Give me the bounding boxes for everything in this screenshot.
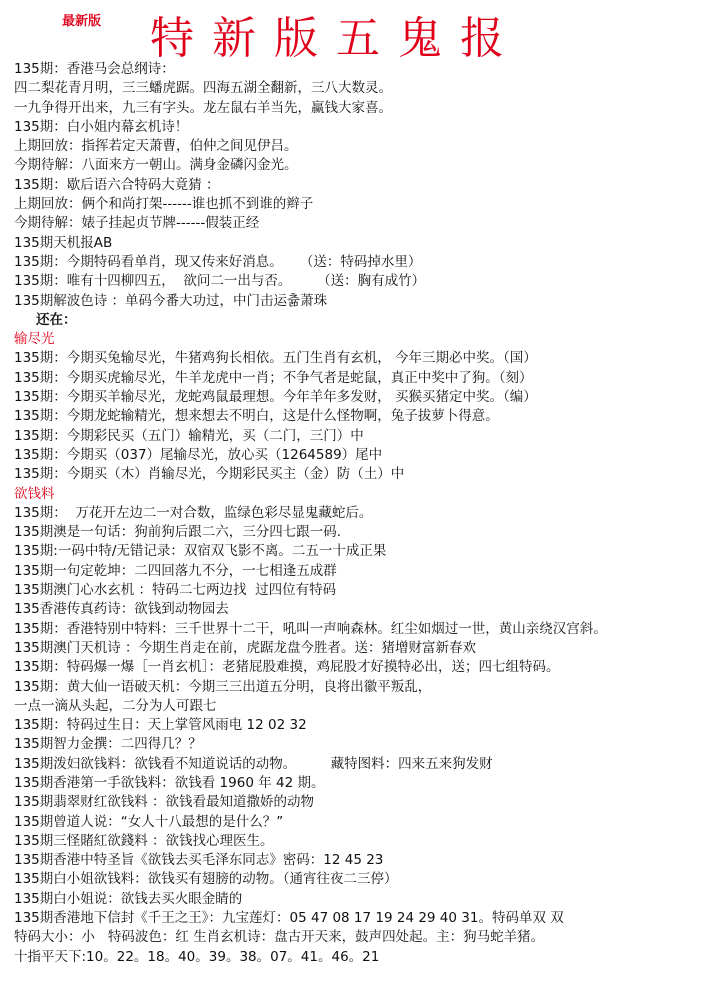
- text-line: 135期：香港特别中特料：三千世界十二干，吼叫一声响森林。红尘如烟过一世，黄山亲绕汉宫斜。: [14, 620, 607, 637]
- text-line: 135期：歇后语六合特码大竟猜 ：: [14, 176, 220, 193]
- text-line: 四二梨花青月明，三三蟠虎踞。四海五湖全翻新，三八大数灵。: [14, 80, 392, 97]
- text-line: 135期曾道人说：“女人十八最想的是什么？”: [14, 813, 284, 830]
- text-line: 135期白小姐欲钱料：欲钱买有翅膀的动物。（通宵往夜二三停）: [14, 871, 398, 888]
- header: [0, 0, 723, 64]
- text-line: 135期澳门天机诗 ：今期生肖走在前，虎踞龙盘今胜者。送：猪增财富新春欢: [14, 639, 477, 656]
- text-line: 上期回放：俩个和尚打架------谁也抓不到谁的辫子: [14, 196, 314, 213]
- text-line: 135期香港地下信封《千王之王》：九宝莲灯：05 47 08 17 19 24 29 40 31。特码单双 双: [14, 910, 564, 927]
- text-line: 135期： 万花开左边二一对合数，监绿色彩尽显鬼藏蛇后。: [14, 504, 373, 521]
- text-line: 135期澳门心水玄机 ：特码二七两边找 过四位有特码: [14, 582, 337, 599]
- text-line: 135香港传真药诗：欲钱到动物园去: [14, 601, 229, 618]
- text-line: 135期：今期买（037）尾输尽光，放心买（1264589）尾中: [14, 446, 383, 463]
- text-line: 135期:一码中特/无错记录：双宿双飞影不离。二五一十成正果: [14, 543, 387, 560]
- text-line: 135期：今期彩民买（五门）输精光，买（二门，三门）中: [14, 427, 364, 444]
- text-line: 135期：黄大仙一语破天机：今期三三出道五分明，良将出徽平叛乱，: [14, 678, 432, 695]
- page-title: 特新版五鬼报: [150, 13, 522, 64]
- text-line: 135期泼妇欲钱料：欲钱看不知道说话的动物。 藏特图料：四来五来狗发财: [14, 755, 493, 772]
- text-line: 135期：今期买虎输尽光，牛羊龙虎中一肖；不争气者是蛇鼠，真正中奖中了狗。（刻）: [14, 369, 533, 386]
- text-line: 135期：今期买兔输尽光，牛猪鸡狗长相依。五门生肖有玄机， 今年三期必中奖。（国）: [14, 350, 537, 367]
- text-line: 135期一句定乾坤：二四回落九不分，一七相逢五成群: [14, 562, 337, 579]
- text-line: 135期：今期买（木）肖输尽光，今期彩民买主（金）防（土）中: [14, 466, 405, 483]
- text-line: 135期香港第一手欲钱料：欲钱看 1960 年 42 期。: [14, 774, 325, 791]
- text-line: 特码大小：小 特码波色：红 生肖玄机诗：盘古开天来，鼓声四处起。主：狗马蛇羊猪。: [14, 929, 545, 946]
- document-body: [14, 60, 714, 967]
- text-line: 135期：今期特码看单肖，现又传来好消息。 （送：特码掉水里）: [14, 253, 422, 270]
- text-line: 一点一滴从头起，二分为人可跟七: [14, 697, 217, 714]
- section-heading: 输尽光: [14, 331, 55, 348]
- text-line: 135期香港中特圣旨《欲钱去买毛泽东同志》密码：12 45 23: [14, 852, 384, 869]
- text-line: 135期澳是一句话：狗前狗后跟二六，三分四七跟一码.: [14, 524, 342, 541]
- text-line: 135期：白小姐内幕玄机诗！: [14, 118, 189, 135]
- text-line: 今期待解：婊子挂起贞节牌------假装正经: [14, 215, 260, 232]
- text-line: 还在：: [36, 311, 77, 328]
- text-line: 上期回放：指挥若定天萧曹，伯仲之间见伊吕。: [14, 138, 298, 155]
- text-line: 135期：特码爆一爆［一肖玄机］：老猪屁股难摸，鸡屁股才好摸特必出，送；四七组特码。: [14, 659, 560, 676]
- text-line: 135期：今期龙蛇输精光，想来想去不明白，这是什么怪物啊，兔子拔萝卜得意。: [14, 408, 499, 425]
- text-line: 135期解波色诗 ：单码今番大功过，中门击运츎萧珠: [14, 292, 328, 309]
- text-line: 135期三怪賭紅欲錢料 ：欲钱找心理医生。: [14, 832, 274, 849]
- text-line: 135期翡翠财红欲钱料 ：欲钱看最知道撒娇的动物: [14, 794, 315, 811]
- text-line: 今期待解：八面来方一朝山。满身金磷闪金光。: [14, 157, 298, 174]
- edition-badge: 最新版: [62, 14, 102, 29]
- text-line: 135期天机报AB: [14, 234, 113, 251]
- text-line: 135期白小姐说：欲钱去买火眼金睛的: [14, 890, 243, 907]
- text-line: 135期：今期买羊输尽光，龙蛇鸡鼠最理想。今年羊年多发财， 买猴买猪定中奖。（编）: [14, 389, 537, 406]
- text-line: 135期：香港马会总纲诗：: [14, 61, 175, 77]
- text-line: 135期智力金撰：二四得几？？: [14, 736, 202, 753]
- text-line: 十指平天下:10。22。18。40。39。38。07。41。46。21: [14, 948, 380, 965]
- text-line: 135期：特码过生日：天上掌管风雨电 12 02 32: [14, 717, 307, 734]
- section-heading: 欲钱料: [14, 485, 55, 502]
- text-line: 135期：唯有十四柳四五， 欲问二一出与否。 （送：胸有成竹）: [14, 273, 426, 290]
- text-line: 一九争得开出来，九三有字头。龙左鼠右羊当先，赢钱大家喜。: [14, 99, 392, 116]
